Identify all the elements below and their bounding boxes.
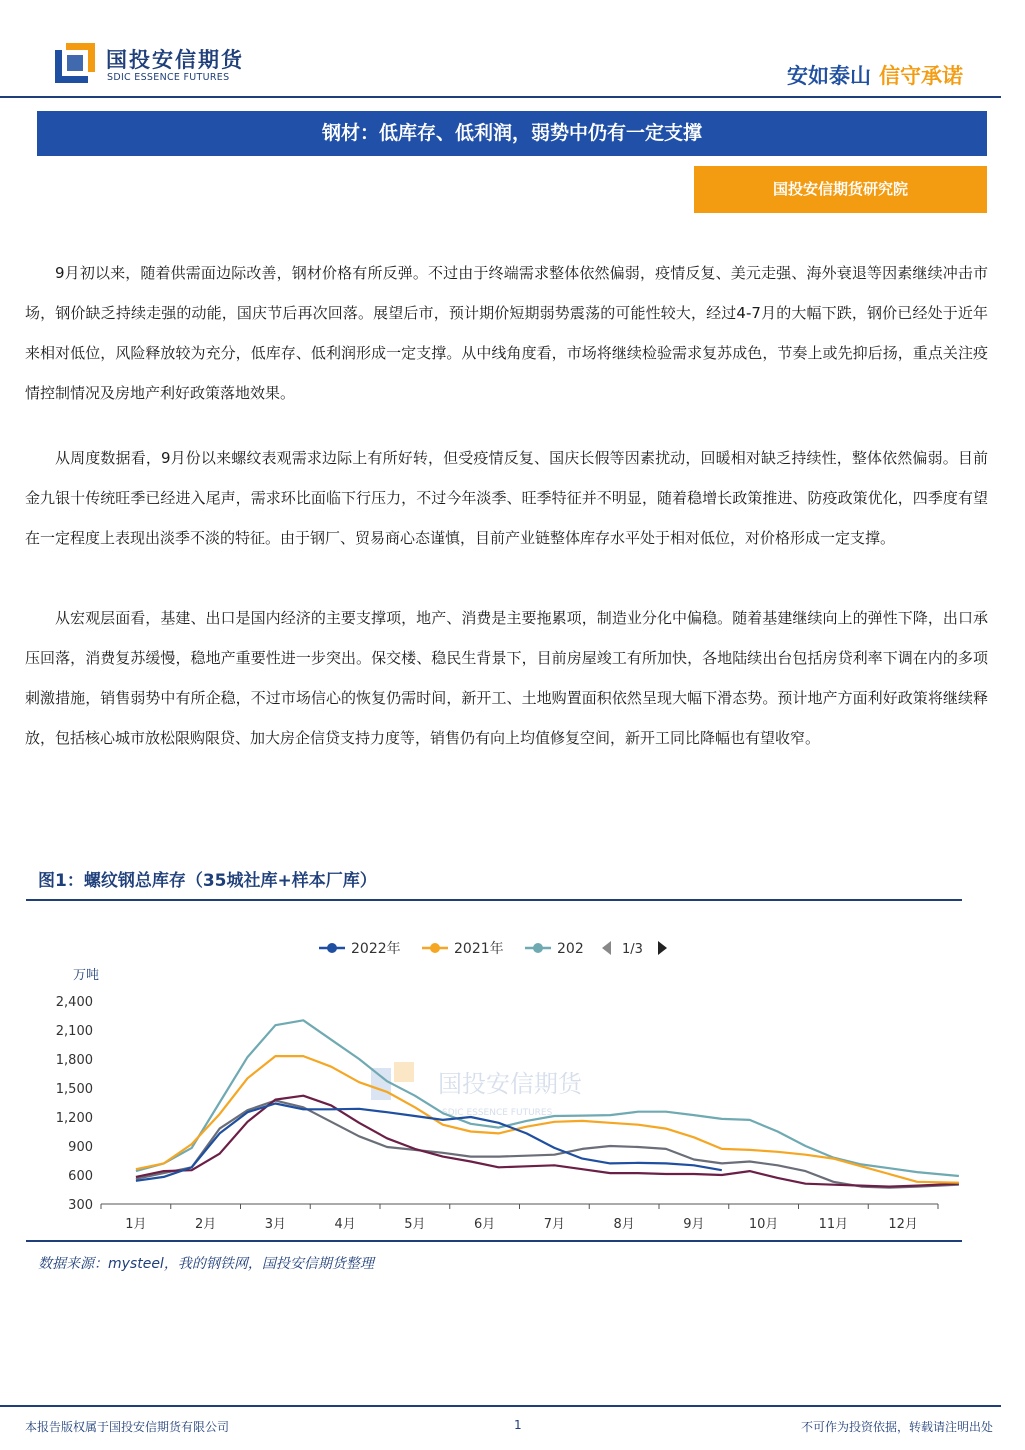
legend-page-indicator: 1/3	[622, 942, 643, 957]
y-axis	[56, 995, 938, 1213]
x-tick-label: 12月	[888, 1217, 918, 1232]
inventory-chart	[26, 910, 962, 1240]
footer-disclaimer: 不可作为投资依据，转载请注明出处	[800, 1420, 993, 1434]
paragraph-3: 从宏观层面看，基建、出口是国内经济的主要支撑项，地产、消费是主要拖累项，制造业分化中偏稳。随着基建继续向上的弹性下降，出口承压回落，消费复苏缓慢，稳地产重要性进一步突出。保交楼、稳民生背景下，目前房屋竣工有所加快，各地陆续出台包括房贷利率下调在内的多项刺激措施，销售弱势中有所企稳，不过市场信心的恢复仍需时间，新开工、土地购置面积依然呈现大幅下滑态势。预计地产方面利好政策将继续释放，包括核心城市放松限购限贷、加大房企信贷支持力度等，销售仍有向上均值修复空间，新开工同比降幅也有望收窄。	[25, 609, 988, 747]
paragraph-1: 9月初以来，随着供需面边际改善，钢材价格有所反弹。不过由于终端需求整体依然偏弱，疫情反复、美元走强、海外衰退等因素继续冲击市场，钢价缺乏持续走强的动能，国庆节后再次回落。展望后市，预计期价短期弱势震荡的可能性较大，经过4-7月的大幅下跌，钢价已经处于近年来相对低位，风险释放较为充分，低库存、低利润形成一定支撑。从中线角度看，市场将继续检验需求复苏成色，节奏上或先抑后扬，重点关注疫情控制情况及房地产利好政策落地效果。	[25, 264, 988, 402]
x-axis	[101, 1204, 938, 1232]
y-tick-label: 900	[68, 1140, 93, 1155]
y-tick-label: 1,500	[55, 1082, 93, 1097]
chart-svg	[26, 910, 962, 1240]
logo-english-name: SDIC ESSENCE FUTURES	[107, 72, 230, 83]
logo-chinese-name: 国投安信期货	[106, 48, 244, 72]
legend-swatch-dot[interactable]	[327, 943, 337, 953]
legend-prev-arrow-icon[interactable]	[602, 941, 611, 955]
x-tick-label: 7月	[543, 1217, 566, 1232]
y-tick-label: 2,400	[55, 995, 93, 1010]
chart-legend	[319, 940, 667, 957]
institute-label: 国投安信期货研究院	[694, 166, 987, 213]
company-logo	[52, 40, 262, 90]
slogan	[787, 60, 963, 90]
y-tick-label: 1,200	[55, 1111, 93, 1126]
x-tick-label: 3月	[264, 1217, 287, 1232]
watermark-text: 国投安信期货	[438, 1070, 582, 1098]
x-tick-label: 10月	[748, 1217, 779, 1232]
chart-series	[136, 1020, 959, 1187]
x-tick-label: 6月	[473, 1217, 496, 1232]
legend-label[interactable]: 2021年	[454, 941, 504, 957]
header-divider	[0, 96, 1001, 98]
y-tick-label: 600	[68, 1169, 93, 1184]
watermark-subtext: SDIC ESSENCE FUTURES	[442, 1108, 553, 1118]
x-tick-label: 1月	[125, 1217, 147, 1232]
data-source: 数据来源：mysteel，我的钢铁网，国投安信期货整理	[38, 1256, 374, 1272]
logo-mark-icon	[52, 40, 98, 86]
y-tick-label: 1,800	[55, 1053, 93, 1068]
legend-swatch-dot[interactable]	[533, 943, 543, 953]
legend-next-arrow-icon[interactable]	[658, 941, 667, 955]
x-tick-label: 4月	[334, 1217, 356, 1232]
x-tick-label: 8月	[613, 1217, 635, 1232]
x-tick-label: 11月	[818, 1217, 849, 1232]
paragraph-2: 从周度数据看，9月份以来螺纹表观需求边际上有所好转，但受疫情反复、国庆长假等因素扰动，回暖相对缺乏持续性，整体依然偏弱。目前金九银十传统旺季已经进入尾声，需求环比面临下行压力，不过今年淡季、旺季特征并不明显，随着稳增长政策推进、防疫政策优化，四季度有望在一定程度上表现出淡季不淡的特征。由于钢厂、贸易商心态谨慎，目前产业链整体库存水平处于相对低位，对价格形成一定支撑。	[25, 449, 988, 547]
legend-swatch-dot[interactable]	[430, 943, 440, 953]
y-tick-label: 2,100	[55, 1024, 93, 1039]
report-title: 钢材：低库存、低利润，弱势中仍有一定支撑	[37, 111, 987, 156]
y-axis-unit: 万吨	[73, 968, 100, 983]
legend-label[interactable]: 2022年	[351, 941, 401, 957]
footer-divider	[0, 1405, 1001, 1407]
x-tick-label: 2月	[194, 1217, 217, 1232]
page-number: 1	[514, 1418, 522, 1432]
figure-bottom-rule	[26, 1240, 962, 1242]
footer-copyright: 本报告版权属于国投安信期货有限公司	[25, 1420, 230, 1434]
figure-title: 图1：螺纹钢总库存（35城社库+样本厂库）	[38, 871, 377, 891]
y-tick-label: 300	[68, 1198, 93, 1213]
series-line	[136, 1020, 959, 1176]
legend-label[interactable]: 202	[557, 941, 584, 957]
x-tick-label: 9月	[683, 1217, 705, 1232]
figure-top-rule	[26, 899, 962, 901]
x-tick-label: 5月	[404, 1217, 426, 1232]
slogan-part-1: 安如泰山	[787, 64, 871, 88]
slogan-part-2: 信守承诺	[879, 64, 963, 88]
